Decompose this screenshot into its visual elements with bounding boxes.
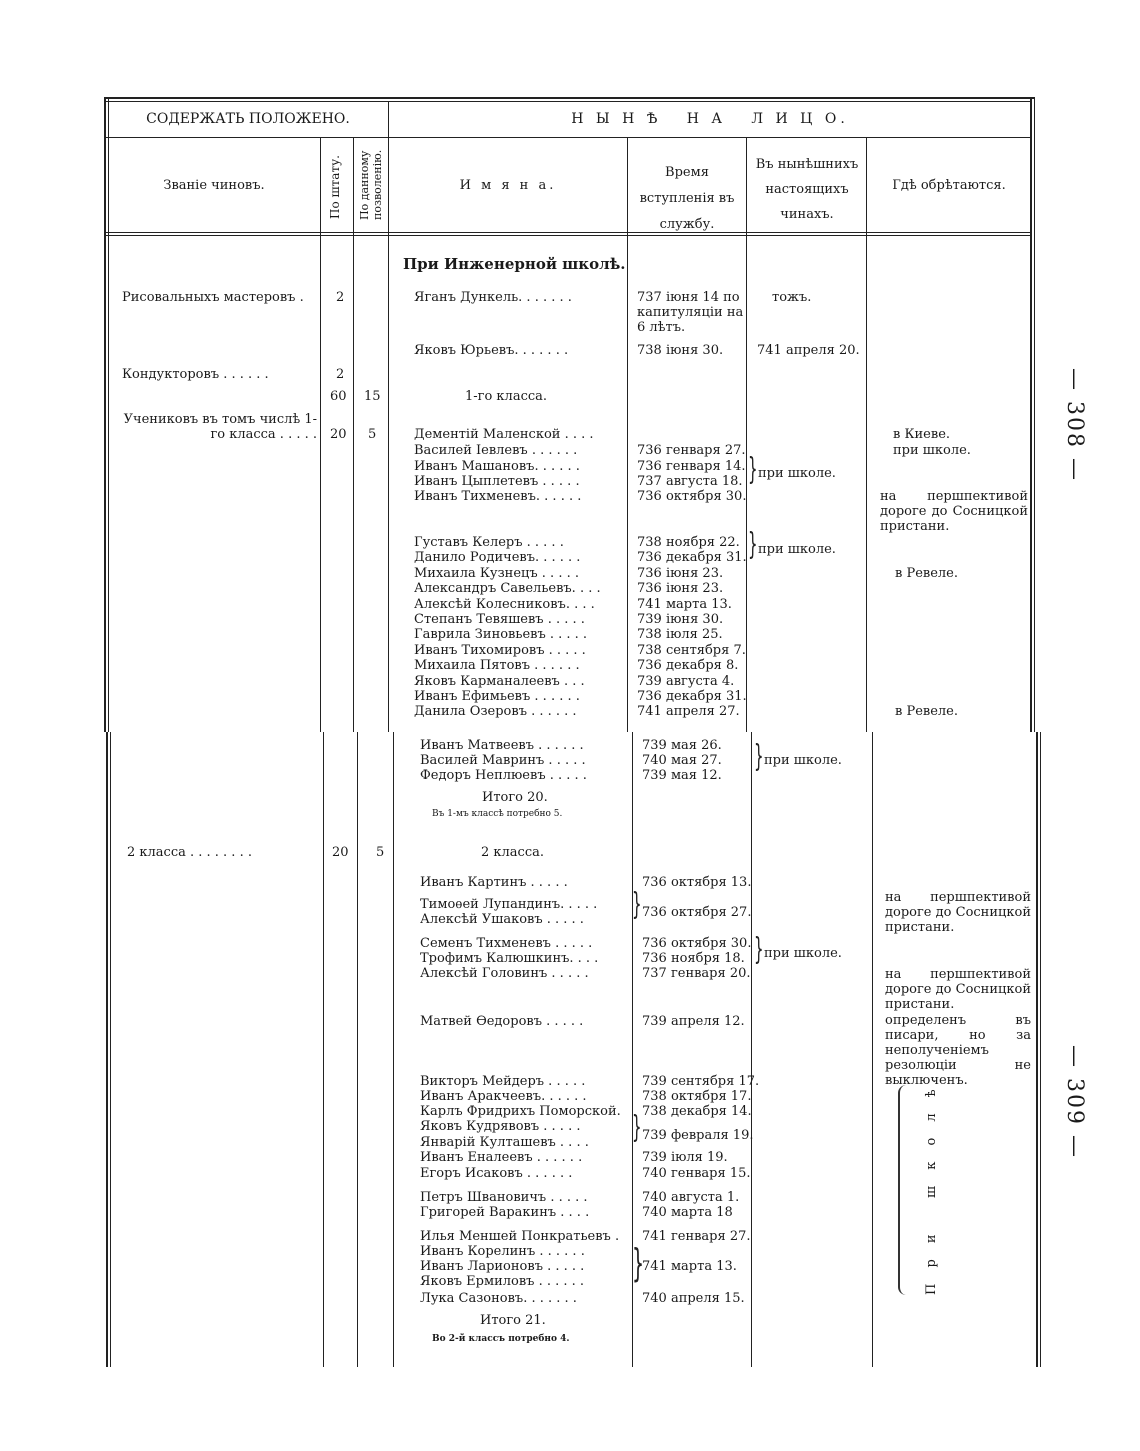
where-cell: на першпективой дороге до Сосницкой пристани. bbox=[885, 967, 1031, 1012]
list-item: Иванъ Корелинъ . . . . . . bbox=[420, 1244, 585, 1259]
time-cell: 736 ноября 18. bbox=[642, 951, 745, 966]
where-cell: в Киеве. bbox=[893, 427, 951, 442]
header-col-permit: По данному позволенію. bbox=[358, 149, 384, 221]
staff-cell: 60 bbox=[330, 389, 347, 404]
brace-icon: } bbox=[632, 887, 642, 922]
list-item: Данила Озеровъ . . . . . . bbox=[414, 704, 577, 719]
header-col-name: И м я н а. bbox=[459, 178, 557, 193]
list-item: Василей Мавринъ . . . . . bbox=[420, 753, 586, 768]
time-cell: 739 мая 12. bbox=[642, 768, 722, 783]
time-cell: 740 мая 27. bbox=[642, 753, 722, 768]
permit-cell: 5 bbox=[376, 845, 385, 860]
list-item: Михаила Пятовъ . . . . . . bbox=[414, 658, 580, 673]
vertical-note: П р и ш к о л ѣ. bbox=[924, 1073, 939, 1295]
time-cell: 739 августа 4. bbox=[637, 674, 735, 689]
total-label: Итого 21. bbox=[480, 1313, 546, 1328]
staff-cell: 2 bbox=[336, 290, 345, 305]
brace-icon: } bbox=[754, 739, 764, 774]
class-heading: 1-го класса. bbox=[465, 389, 548, 404]
list-item: Гаврила Зиновьевъ . . . . . bbox=[414, 627, 588, 642]
list-item: Иванъ Матвеевъ . . . . . . bbox=[420, 738, 584, 753]
time-cell: 741 марта 13. bbox=[637, 597, 732, 612]
time-cell: 740 марта 18 bbox=[642, 1205, 733, 1220]
time-cell: 736 декабря 31. bbox=[637, 550, 747, 565]
brace-icon: } bbox=[632, 1110, 642, 1145]
where-cell: на першпективой дороге до Сосницкой пристани. bbox=[885, 890, 1031, 935]
time-cell: 740 апреля 15. bbox=[642, 1291, 745, 1306]
need-note: Въ 1-мъ классѣ потребно 5. bbox=[432, 809, 563, 819]
current-cell: 741 апреля 20. bbox=[757, 343, 860, 358]
where-cell: в Ревеле. bbox=[895, 566, 958, 581]
permit-cell: 15 bbox=[364, 389, 381, 404]
rank-cell: 2 класса . . . . . . . . bbox=[127, 845, 252, 860]
name-cell: Яганъ Дункель. . . . . . . bbox=[414, 290, 572, 305]
time-cell: 739 іюня 30. bbox=[637, 612, 724, 627]
time-cell: 739 апреля 12. bbox=[642, 1014, 745, 1029]
time-cell: 736 октября 27. bbox=[642, 905, 752, 920]
where-cell: на першпективой дороге до Сосницкой пристани. bbox=[880, 489, 1028, 534]
list-item: Лука Сазоновъ. . . . . . . bbox=[420, 1291, 577, 1306]
name-cell: Яковъ Юрьевъ. . . . . . . bbox=[414, 343, 569, 358]
time-cell: 737 генваря 20. bbox=[642, 966, 751, 981]
rank-cell: Рисовальныхъ мастеровъ . bbox=[122, 290, 304, 305]
time-cell: 737 августа 18. bbox=[637, 474, 743, 489]
list-item: Карлъ Фридрихъ Поморской. bbox=[420, 1104, 621, 1119]
where-cell: при школе. bbox=[893, 443, 971, 458]
header-col-rank: Званіе чиновъ. bbox=[163, 178, 265, 193]
list-item: Илья Меншей Понкратьевъ . bbox=[420, 1229, 620, 1244]
list-item: Матвей Ѳедоровъ . . . . . bbox=[420, 1014, 584, 1029]
page-number-lower: — 309 — bbox=[1062, 1045, 1087, 1159]
list-item: Федоръ Неплюевъ . . . . . bbox=[420, 768, 587, 783]
list-item: Степанъ Тевяшевъ . . . . . bbox=[414, 612, 585, 627]
time-cell: 738 октября 17. bbox=[642, 1089, 752, 1104]
rank-cell: Учениковъ въ томъ числѣ 1-го класса . . . . . bbox=[123, 412, 317, 442]
header-col-time: Время вступленія въ службу. bbox=[639, 165, 735, 232]
list-item: Петръ Швановичъ . . . . . bbox=[420, 1190, 588, 1205]
section-title: При Инженерной школѣ. bbox=[403, 255, 626, 273]
list-item: Алексѣй Ушаковъ . . . . . bbox=[420, 912, 584, 927]
list-item: Данило Родичевъ. . . . . . bbox=[414, 550, 581, 565]
staff-cell: 20 bbox=[332, 845, 349, 860]
list-item: Иванъ Ефимьевъ . . . . . . bbox=[414, 689, 580, 704]
time-cell: 739 сентября 17. bbox=[642, 1074, 760, 1089]
list-item: Иванъ Тихменевъ. . . . . . bbox=[414, 489, 582, 504]
tall-brace bbox=[898, 1085, 908, 1295]
time-cell: 736 іюня 23. bbox=[637, 581, 724, 596]
time-cell: 736 октября 30. bbox=[637, 489, 747, 504]
list-item: Яковъ Ермиловъ . . . . . . bbox=[420, 1274, 585, 1289]
list-item: Иванъ Ларионовъ . . . . . bbox=[420, 1259, 585, 1274]
current-cell: при школе. bbox=[758, 542, 836, 557]
time-cell: 738 сентября 7. bbox=[637, 643, 746, 658]
header-col-staff: По штату. bbox=[328, 155, 342, 220]
brace-icon: } bbox=[632, 1241, 645, 1285]
time-cell: 736 іюня 23. bbox=[637, 566, 724, 581]
time-cell: 739 мая 26. bbox=[642, 738, 722, 753]
list-item: Трофимъ Калюшкинъ. . . . bbox=[420, 951, 599, 966]
list-item: Иванъ Машановъ. . . . . . bbox=[414, 459, 580, 474]
list-item: Яковъ Карманалеевъ . . . bbox=[414, 674, 585, 689]
list-item: Иванъ Еналеевъ . . . . . . bbox=[420, 1150, 583, 1165]
header-right-title: Н Ы Н Ѣ Н А Л И Ц О. bbox=[571, 111, 849, 127]
list-item: Густавъ Келеръ . . . . . bbox=[414, 535, 564, 550]
brace-icon: } bbox=[748, 527, 758, 562]
brace-icon: } bbox=[748, 452, 758, 487]
list-item: Дементій Маленской . . . . bbox=[414, 427, 594, 442]
time-cell: 740 генваря 15. bbox=[642, 1166, 751, 1181]
current-cell: при школе. bbox=[758, 466, 836, 481]
time-cell: 739 февраля 19. bbox=[642, 1128, 754, 1143]
current-cell: тожъ. bbox=[772, 290, 812, 305]
list-item: Григорей Варакинъ . . . . bbox=[420, 1205, 590, 1220]
total-label: Итого 20. bbox=[482, 790, 548, 805]
header-col-where: Гдѣ обрѣтаются. bbox=[892, 178, 1006, 193]
list-item: Иванъ Цыплетевъ . . . . . bbox=[414, 474, 580, 489]
time-cell: 736 декабря 31. bbox=[637, 689, 747, 704]
list-item: Михаила Кузнецъ . . . . . bbox=[414, 566, 579, 581]
time-cell: 739 іюля 19. bbox=[642, 1150, 728, 1165]
staff-cell: 20 bbox=[330, 427, 347, 442]
list-item: Январій Култашевъ . . . . bbox=[420, 1135, 589, 1150]
time-cell: 737 іюня 14 по капитуляціи на 6 лѣтъ. bbox=[637, 290, 744, 335]
list-item: Алексѣй Головинъ . . . . . bbox=[420, 966, 589, 981]
page-number-upper: — 308 — bbox=[1062, 368, 1087, 482]
list-item: Иванъ Картинъ . . . . . bbox=[420, 875, 568, 890]
current-cell: при школе. bbox=[764, 946, 842, 961]
time-cell: 741 апреля 27. bbox=[637, 704, 740, 719]
list-item: Тимоѳей Лупандинъ. . . . . bbox=[420, 897, 598, 912]
staff-cell: 2 bbox=[336, 367, 345, 382]
time-cell: 736 генваря 27. bbox=[637, 443, 746, 458]
list-item: Викторъ Мейдеръ . . . . . bbox=[420, 1074, 586, 1089]
list-item: Алексѣй Колесниковъ. . . . bbox=[414, 597, 595, 612]
current-cell: при школе. bbox=[764, 753, 842, 768]
time-cell: 741 марта 13. bbox=[642, 1259, 737, 1274]
list-item: Яковъ Кудрявовъ . . . . . bbox=[420, 1119, 581, 1134]
time-cell: 740 августа 1. bbox=[642, 1190, 740, 1205]
list-item: Егоръ Исаковъ . . . . . . bbox=[420, 1166, 573, 1181]
rank-cell: Кондукторовъ . . . . . . bbox=[122, 367, 269, 382]
class-heading: 2 класса. bbox=[481, 845, 544, 860]
brace-icon: } bbox=[754, 932, 764, 967]
time-cell: 738 ноября 22. bbox=[637, 535, 740, 550]
header-col-current: Въ нынѣшнихъ настоящихъ чинахъ. bbox=[755, 157, 859, 222]
time-cell: 738 іюля 25. bbox=[637, 627, 723, 642]
list-item: Иванъ Аракчеевъ. . . . . . bbox=[420, 1089, 587, 1104]
where-cell: определенъ въ писари, но за неполученіемъ резолюціи не выключенъ. bbox=[885, 1013, 1031, 1088]
list-item: Василей Іевлевъ . . . . . . bbox=[414, 443, 578, 458]
time-cell: 738 іюня 30. bbox=[637, 343, 724, 358]
time-cell: 738 декабря 14. bbox=[642, 1104, 752, 1119]
time-cell: 736 октября 13. bbox=[642, 875, 752, 890]
time-cell: 736 генваря 14. bbox=[637, 459, 746, 474]
permit-cell: 5 bbox=[368, 427, 377, 442]
time-cell: 736 октября 30. bbox=[642, 936, 752, 951]
time-cell: 736 декабря 8. bbox=[637, 658, 739, 673]
list-item: Иванъ Тихомировъ . . . . . bbox=[414, 643, 586, 658]
need-note: Во 2-й классъ потребно 4. bbox=[432, 1334, 570, 1344]
header-left-title: СОДЕРЖАТЬ ПОЛОЖЕНО. bbox=[146, 111, 350, 127]
list-item: Семенъ Тихменевъ . . . . . bbox=[420, 936, 593, 951]
time-cell: 741 генваря 27. bbox=[642, 1229, 751, 1244]
where-cell: в Ревеле. bbox=[895, 704, 958, 719]
list-item: Александръ Савельевъ. . . . bbox=[414, 581, 601, 596]
